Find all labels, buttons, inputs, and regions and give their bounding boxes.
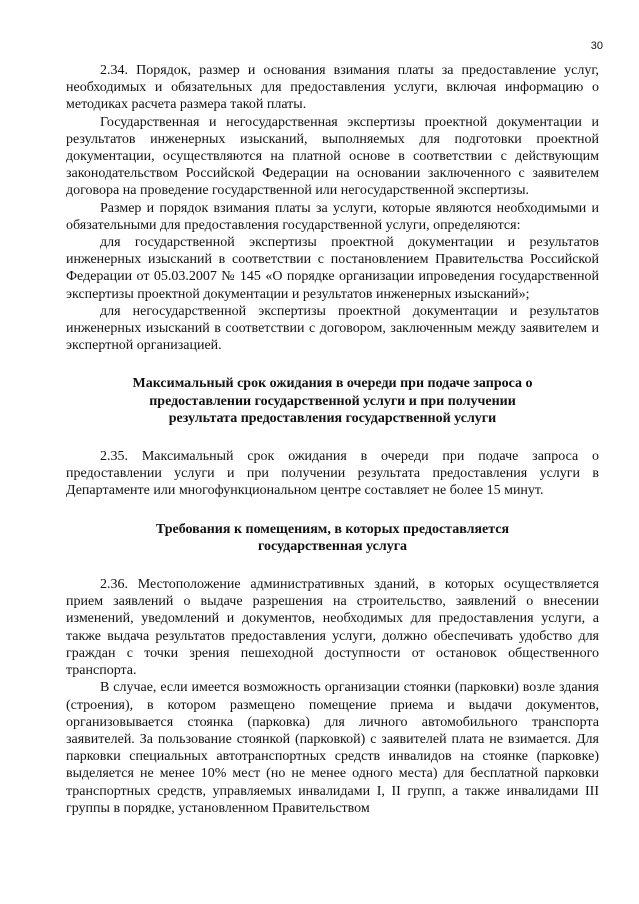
section-premises — [66, 576, 599, 817]
section-payment — [66, 62, 599, 354]
heading-premises-line: Требования к помещениям, в которых предоставляется — [155, 521, 510, 537]
paragraph-expertise-basis: Государственная и негосударственная экспертизы проектной документации и результатов инженерных изысканий, выполняемых для подготовки проектной документации, осуществляются на платной основе в соответствии с действующим законодательством Российской Федерации на основании заключенного с заявителем договора на проведение государственной или негосударственной экспертизы. — [66, 114, 599, 199]
heading-queue-time-line: Максимальный срок ожидания в очереди при подаче запроса о — [132, 376, 533, 392]
heading-premises-line: государственная услуга — [257, 538, 408, 554]
heading-premises-requirements — [66, 521, 599, 555]
paragraph-fee-definition: Размер и порядок взимания платы за услуги, которые являются необходимыми и обязательными для предоставления государственной услуги, определяются: — [66, 200, 599, 233]
heading-queue-time-line: результата предоставления государственной услуги — [168, 410, 497, 426]
heading-queue-time-line: предоставлении государственной услуги и при получении — [149, 393, 516, 409]
heading-queue-time — [66, 375, 599, 427]
paragraph-2-35: 2.35. Максимальный срок ожидания в очереди при подаче запроса о предоставлении услуги и при получении результата предоставления услуги в Департаменте или многофункциональном центре составляет не более 15 минут. — [66, 449, 599, 499]
paragraph-parking: В случае, если имеется возможность организации стоянки (парковки) возле здания (строения), в котором размещено помещение приема и выдачи документов, организовывается стоянка (парковка) для личного автомобильного транспорта заявителей. За пользование стоянкой (парковкой) с заявителей плата не взимается. Для парковки специальных автотранспортных средств инвалидов на стоянке (парковке) выделяется не менее 10% мест (но не менее одного места) для бесплатной парковки транспортных средств, управляемых инвалидами I, II групп, а также инвалидами III группы в порядке, установленном Правительством — [66, 680, 599, 816]
page-number: 30 — [590, 40, 603, 52]
paragraph-state-expertise: для государственной экспертизы проектной документации и результатов инженерных изысканий в соответствии с постановлением Правительства Российской Федерации от 05.03.2007 № 145 «О порядке организации ипроведения государственной экспертизы проектной документации и результатов инженерных изысканий»; — [66, 235, 599, 302]
section-queue-time — [66, 448, 599, 500]
paragraph-nonstate-expertise: для негосударственной экспертизы проектной документации и результатов инженерных изысканий в соответствии с договором, заключенным между заявителем и экспертной организацией. — [66, 303, 599, 354]
paragraph-2-34: 2.34. Порядок, размер и основания взимания платы за предоставление услуг, необходимых и обязательных для предоставления услуги, включая информацию о методиках расчета размера такой платы. — [66, 63, 599, 113]
paragraph-2-36: 2.36. Местоположение административных зданий, в которых осуществляется прием заявлений о выдаче разрешения на строительство, заявлений о внесении изменений, уведомлений и документов, необходимых для предоставления услуги, а также выдача результатов предоставления услуги, должно обеспечивать удобство для граждан с точки зрения пешеходной доступности от остановок общественного транспорта. — [66, 577, 599, 679]
